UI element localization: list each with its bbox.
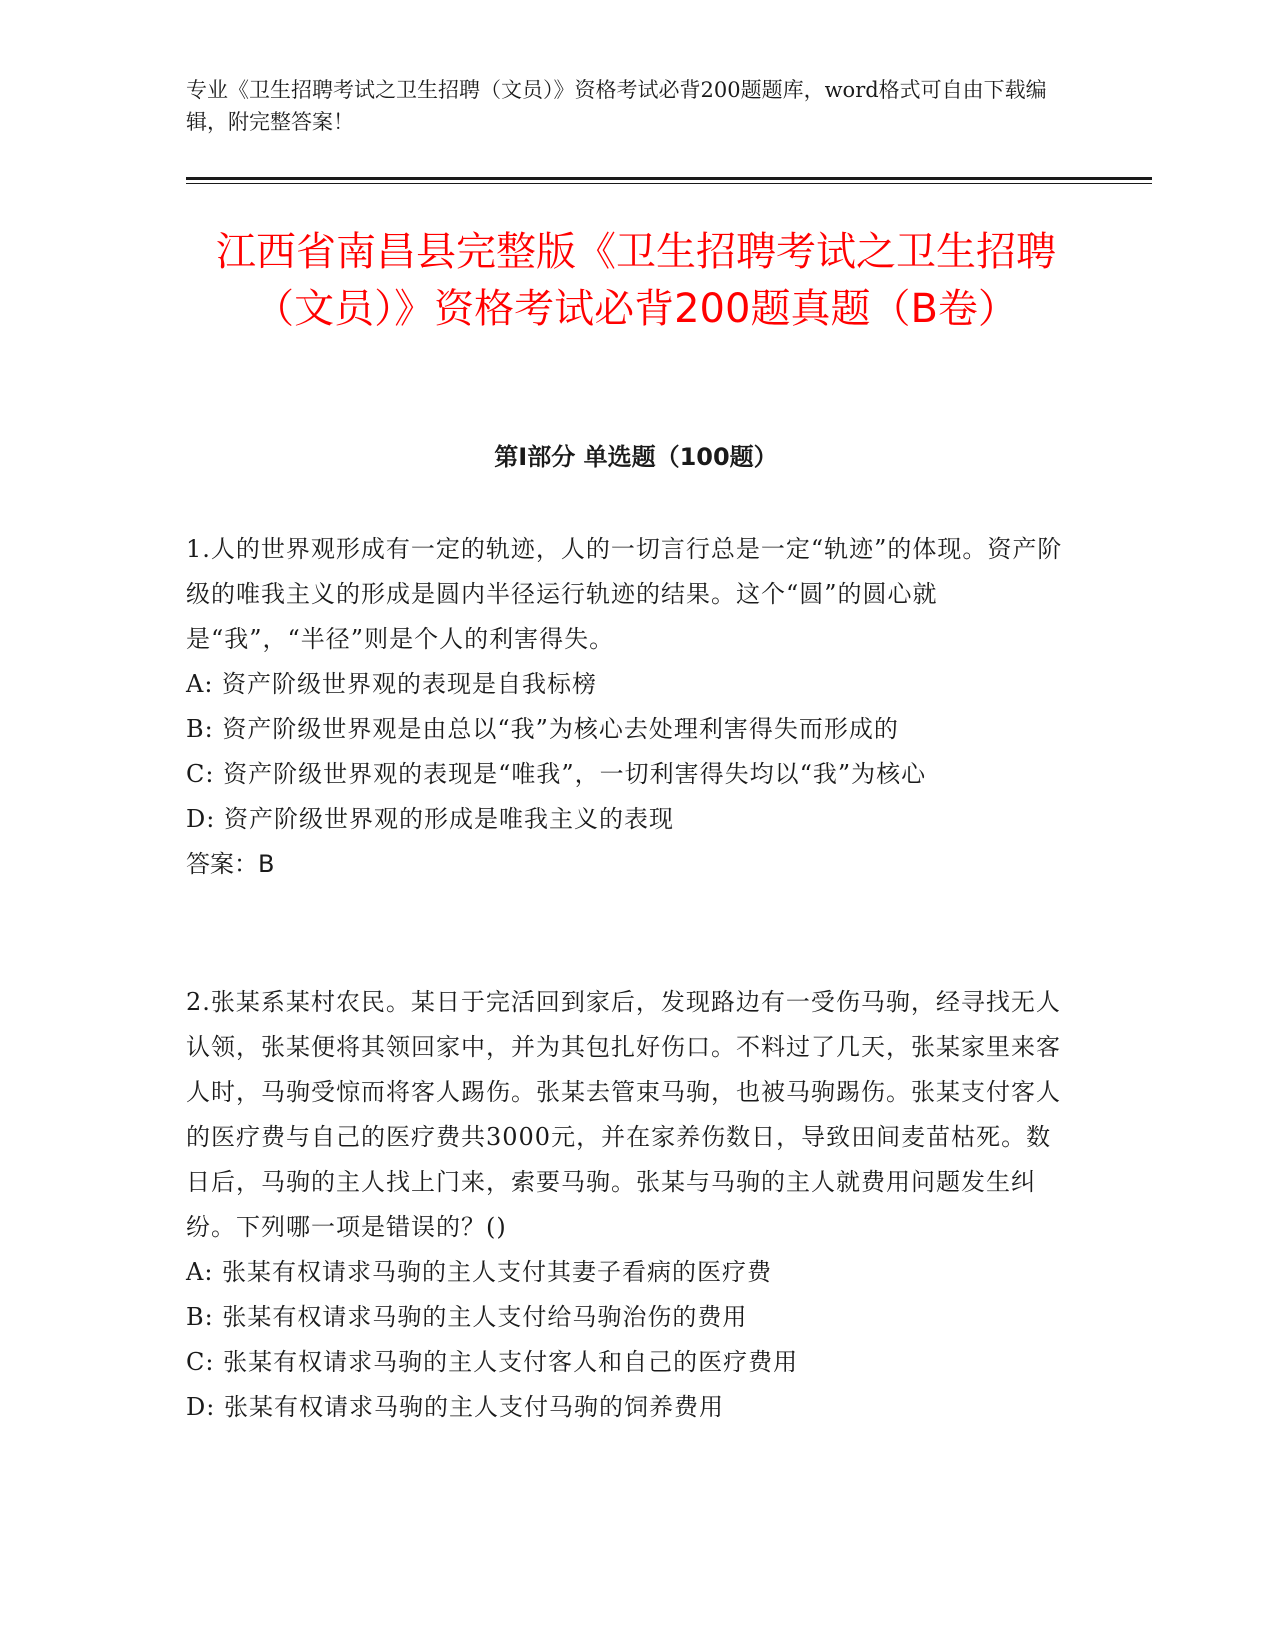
- question-item: [186, 980, 1066, 1430]
- option-b: B: 张某有权请求马驹的主人支付给马驹治伤的费用: [186, 1303, 748, 1331]
- header-divider-thin: [186, 183, 1152, 184]
- option-d: D: 资产阶级世界观的形成是唯我主义的表现: [186, 805, 674, 833]
- answer-line: 答案：B: [186, 850, 275, 878]
- option-a: A: 张某有权请求马驹的主人支付其妻子看病的医疗费: [186, 1258, 773, 1286]
- header-divider-thick: [186, 177, 1152, 180]
- option-d: D: 张某有权请求马驹的主人支付马驹的饲养费用: [186, 1393, 724, 1421]
- option-b: B: 资产阶级世界观是由总以“我”为核心去处理利害得失而形成的: [186, 715, 899, 743]
- question-item: [186, 527, 1066, 887]
- header-note: 专业《卫生招聘考试之卫生招聘（文员）》资格考试必背200题题库，word格式可自由下载编辑，附完整答案！: [186, 78, 1047, 134]
- question-stem: 1.人的世界观形成有一定的轨迹，人的一切言行总是一定“轨迹”的体现。资产阶级的唯我主义的形成是圆内半径运行轨迹的结果。这个“圆”的圆心就是“我”，“半径”则是个人的利害得失。: [186, 535, 1063, 653]
- question-stem: 2.张某系某村农民。某日于完活回到家后，发现路边有一受伤马驹，经寻找无人认领，张某便将其领回家中，并为其包扎好伤口。不料过了几天，张某家里来客人时，马驹受惊而将客人踢伤。张某去管束马驹，也被马驹踢伤。张某支付客人的医疗费与自己的医疗费共3000元，并在家养伤数日，导致田间麦苗枯死。数日后，马驹的主人找上门来，索要马驹。张某与马驹的主人就费用问题发生纠纷。下列哪一项是错误的？(): [186, 988, 1061, 1241]
- document-title: 江西省南昌县完整版《卫生招聘考试之卫生招聘（文员）》资格考试必背200题真题（B卷）: [216, 229, 1056, 332]
- section-title: 第Ⅰ部分 单选题（100题）: [494, 443, 778, 471]
- option-c: C: 张某有权请求马驹的主人支付客人和自己的医疗费用: [186, 1348, 799, 1376]
- option-c: C: 资产阶级世界观的表现是“唯我”，一切利害得失均以“我”为核心: [186, 760, 927, 788]
- option-a: A: 资产阶级世界观的表现是自我标榜: [186, 670, 598, 698]
